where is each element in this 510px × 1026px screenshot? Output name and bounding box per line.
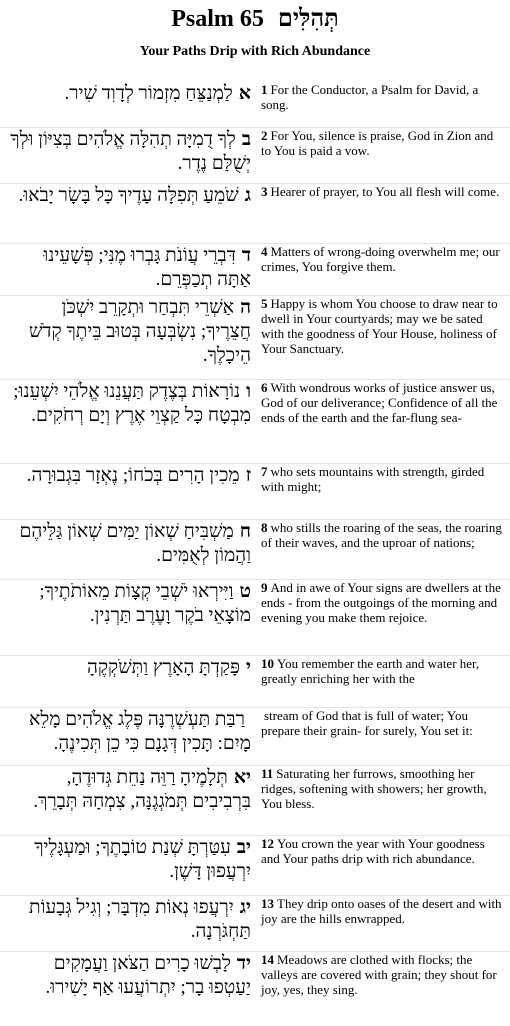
english-verse-text: You crown the year with Your goodness and Your paths drip with rich abundance. (261, 836, 485, 866)
hebrew-verse (0, 464, 255, 519)
verse-row (0, 708, 510, 766)
hebrew-verse (0, 836, 255, 895)
english-verse-text: who stills the roaring of the seas, the roaring of their waves, and the uproar of nations; (261, 520, 502, 550)
verse-row (0, 656, 510, 708)
english-verse-text: They drip onto oases of the desert and with joy are the hills enwrapped. (261, 896, 502, 926)
hebrew-verse-number: ט (239, 581, 251, 602)
english-verse-text: stream of God that is full of water; You prepare their grain- for surely, You set it: (261, 708, 473, 738)
english-verse (255, 296, 510, 379)
hebrew-verse-text: מַשְׁבִּיחַ שְׁאוֹן יַמִּים שְׁאוֹן גַּלֵּיהֶם וַהֲמוֹן לְאֻמִּים. (19, 521, 251, 566)
hebrew-verse-number: ו (246, 381, 251, 402)
english-verse (255, 184, 510, 243)
hebrew-verse-number: יא (233, 767, 251, 788)
hebrew-verse (0, 708, 255, 765)
hebrew-verse (0, 296, 255, 379)
verse-row (0, 766, 510, 836)
english-verse-number: 10 (261, 656, 274, 671)
verse-row (0, 836, 510, 896)
english-verse (255, 82, 510, 127)
hebrew-verse-number: א (238, 83, 251, 104)
hebrew-verse (0, 952, 255, 1026)
verse-list (0, 82, 510, 1026)
hebrew-verse-number: ג (244, 185, 251, 206)
english-verse (255, 520, 510, 579)
page-subtitle: Your Paths Drip with Rich Abundance (139, 44, 371, 59)
english-verse-text: Happy is whom You choose to draw near to dwell in Your courtyards; may we be sated with the goodness of Your House, holiness of Your Sanctuary. (261, 296, 498, 356)
hebrew-verse-text: יִרְעֲפוּ נְאוֹת מִדְבָּר; וְגִיל גְּבָעוֹת תַּחְגֹּרְנָה. (29, 897, 251, 942)
english-verse (255, 952, 510, 1026)
hebrew-verse-text: עִטַּרְתָּ שְׁנַת טוֹבָתֶךָ; וּמַעְגָּלֶיךָ יִרְעֲפוּן דָּשֶׁן. (34, 837, 251, 882)
hebrew-verse-text: רַבַּת תַּעְשְׁרֶנָּה פֶּלֶג אֱלֹהִים מָלֵא מָיִם: תָּכִין דְּגָנָם כִּי כֵן תְּכִינֶהָ. (28, 709, 251, 754)
hebrew-verse-text: תְּלָמֶיהָ רַוֵּה נַחֵת גְּדוּדֶהָ, בִּרְבִיבִים תְּמֹגְגֶנָּה, צִמְחָהּ תְּבָרֵךְ. (33, 767, 251, 812)
english-verse-number: 7 (261, 464, 268, 479)
hebrew-verse (0, 244, 255, 295)
hebrew-verse-text: אַשְׁרֵי תִּבְחַר וּתְקָרֵב יִשְׁכֹּן חֲצֵרֶיךָ; נִשְׂבְּעָה בְּטוּב בֵּיתֶךָ קְדֹשׁ הֵיכָלֶךָ. (28, 297, 251, 366)
title-hebrew: תְּהִלִּים (277, 6, 339, 32)
english-verse (255, 766, 510, 835)
verse-row (0, 82, 510, 128)
english-verse-text: Hearer of prayer, to You all flesh will come. (270, 184, 500, 199)
english-verse-text: And in awe of Your signs are dwellers at the ends - from the outgoings of the morning and evening you make them rejoice. (261, 580, 501, 625)
english-verse-text: For You, silence is praise, God in Zion and to You is paid a vow. (261, 128, 494, 158)
hebrew-verse-text: דִּבְרֵי עֲוֹנֹת גָּבְרוּ מֶנִּי; פְּשָׁעֵינוּ אַתָּה תְכַפְּרֵם. (43, 245, 251, 290)
english-verse-number: 2 (261, 128, 268, 143)
hebrew-verse-number: ד (241, 245, 251, 266)
hebrew-verse-number: יד (236, 953, 251, 974)
english-verse-number: 3 (261, 184, 268, 199)
hebrew-verse (0, 128, 255, 183)
english-verse-number: 11 (261, 766, 274, 781)
hebrew-verse (0, 896, 255, 951)
english-verse-text: Matters of wrong-doing overwhelm me; our crimes, You forgive them. (261, 244, 500, 274)
page-title (0, 2, 510, 36)
english-verse (255, 464, 510, 519)
verse-row (0, 380, 510, 464)
english-verse-number: 14 (261, 952, 274, 967)
english-verse-number: 9 (261, 580, 268, 595)
english-verse (255, 708, 510, 765)
hebrew-verse-text: לַמְנַצֵּחַ מִזְמוֹר לְדָוִד שִׁיר. (64, 83, 233, 104)
english-verse-number: 6 (261, 380, 268, 395)
english-verse-number: 12 (261, 836, 274, 851)
verse-row (0, 128, 510, 184)
hebrew-verse-number: יב (236, 837, 251, 858)
hebrew-verse (0, 766, 255, 835)
english-verse (255, 896, 510, 951)
hebrew-verse (0, 82, 255, 127)
english-verse (255, 656, 510, 707)
psalm-page (0, 2, 510, 1026)
hebrew-verse-number: ה (240, 297, 251, 318)
verse-row (0, 952, 510, 1026)
title-english: Psalm 65 (171, 6, 264, 32)
english-verse-text: who sets mountains with strength, girded with might; (261, 464, 485, 494)
hebrew-verse-number: ז (245, 465, 251, 486)
english-verse-text: For the Conductor, a Psalm for David, a song. (261, 82, 479, 112)
english-verse (255, 244, 510, 295)
english-verse (255, 836, 510, 895)
hebrew-verse-number: ב (241, 129, 251, 150)
english-verse-text: Saturating her furrows, smoothing her ridges, softening with showers; her growth, You bless. (261, 766, 487, 811)
verse-row (0, 184, 510, 244)
hebrew-verse-text: שֹׁמֵעַ תְּפִלָּה עָדֶיךָ כָּל בָּשָׂר יָבֹאוּ. (18, 185, 239, 206)
verse-row (0, 296, 510, 380)
hebrew-verse-text: וַיִּירְאוּ יֹשְׁבֵי קְצָוֹת מֵאוֹתֹתֶיךָ; מוֹצָאֵי בֹקֶר וָעֶרֶב תַּרְנִין. (39, 581, 251, 626)
hebrew-verse (0, 520, 255, 579)
hebrew-verse-text: פָּקַדְתָּ הָאָרֶץ וַתְּשֹׁקְקֶהָ (86, 657, 241, 678)
hebrew-verse-number: יג (239, 897, 251, 918)
english-verse (255, 580, 510, 655)
english-verse-number: 8 (261, 520, 268, 535)
hebrew-verse-text: לְךָ דֻמִיָּה תְהִלָּה אֱלֹהִים בְּצִיּוֹן וּלְךָ יְשֻׁלַּם נֶדֶר. (10, 129, 251, 174)
hebrew-verse-number: ח (239, 521, 251, 542)
verse-row (0, 464, 510, 520)
hebrew-verse-text: לָבְשׁוּ כָרִים הַצֹּאן וַעֲמָקִים יַעַטְפוּ בָר; יִתְרוֹעֲעוּ אַף יָשִׁירוּ. (45, 953, 251, 998)
english-verse-text: Meadows are clothed with flocks; the valleys are covered with grain; they shout for joy, yes, they sing. (261, 952, 497, 997)
english-verse-text: With wondrous works of justice answer us, God of our deliverance; Confidence of all the ends of the earth and the far-flung sea- (261, 380, 498, 425)
verse-row (0, 520, 510, 580)
hebrew-verse (0, 656, 255, 707)
hebrew-verse-text: נוֹרָאוֹת בְּצֶדֶק תַּעֲנֵנוּ אֱלֹהֵי יִשְׁעֵנוּ; מִבְטָח כָּל קַצְוֵי אֶרֶץ וְיָם רְחֹקִים. (13, 381, 251, 426)
english-verse-text: You remember the earth and water her, greatly enriching her with the (261, 656, 480, 686)
hebrew-verse-text: מֵכִין הָרִים בְּכֹחוֹ; נֶאְזָר בִּגְבוּרָה. (26, 465, 240, 486)
verse-row (0, 580, 510, 656)
english-verse-number: 13 (261, 896, 274, 911)
hebrew-verse-number: י (246, 657, 251, 678)
hebrew-verse (0, 184, 255, 243)
verse-row (0, 896, 510, 952)
english-verse (255, 128, 510, 183)
hebrew-verse (0, 380, 255, 463)
verse-row (0, 244, 510, 296)
english-verse-number: 1 (261, 82, 268, 97)
hebrew-verse (0, 580, 255, 655)
english-verse (255, 380, 510, 463)
english-verse-number: 4 (261, 244, 268, 259)
english-verse-number: 5 (261, 296, 268, 311)
